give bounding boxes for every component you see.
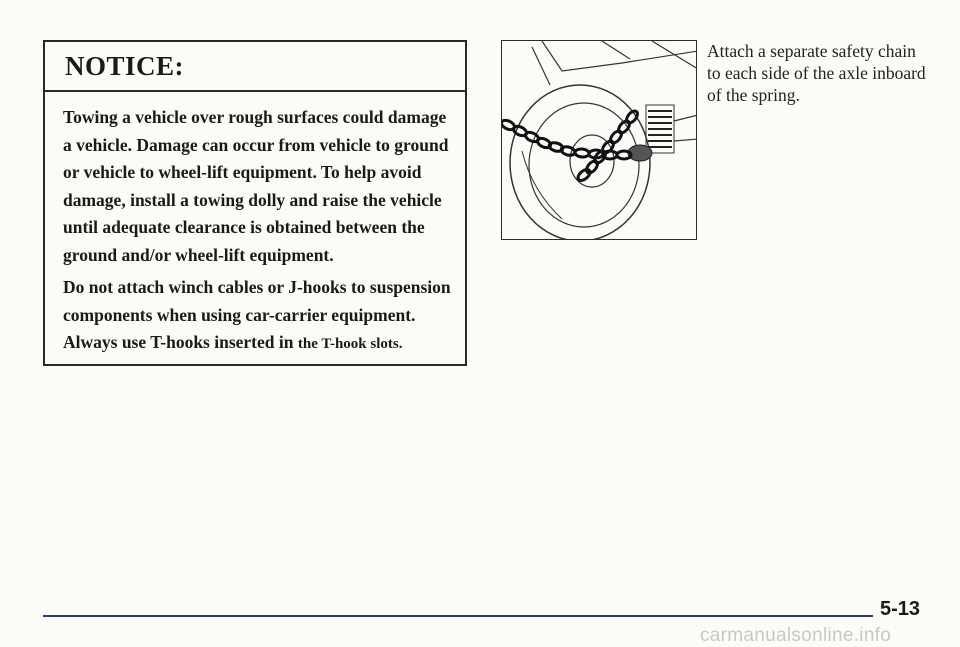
safety-chain-figure xyxy=(501,40,697,240)
instruction-text: Attach a separate safety chain to each side of the axle inboard of the spring. xyxy=(707,41,926,105)
page-number: 5-13 xyxy=(880,598,921,620)
notice-header xyxy=(45,42,465,92)
notice-box xyxy=(43,40,467,366)
footer-rule xyxy=(43,615,873,617)
watermark: carmanualsonline.info xyxy=(700,625,892,646)
notice-paragraph-towing: Towing a vehicle over rough surfaces could damage a vehicle. Damage can occur from vehicle to ground or vehicle to wheel-lift equipment. To help avoid damage, install a towing dolly and raise the vehicle until adequate clearance is obtained between the ground and/or wheel-lift equipment. xyxy=(63,107,449,265)
notice-paragraph-winch xyxy=(63,274,453,359)
notice-body xyxy=(45,92,465,359)
notice-paragraph-winch-text: Do not attach winch cables or J-hooks to suspension components when using car-carrier equipment. Always use T-hooks inserted in xyxy=(63,277,451,352)
safety-chain-on-axle-illustration-icon xyxy=(502,41,697,240)
notice-paragraph-winch-tail: the T-hook slots. xyxy=(297,336,403,352)
notice-title: NOTICE: xyxy=(65,50,185,81)
